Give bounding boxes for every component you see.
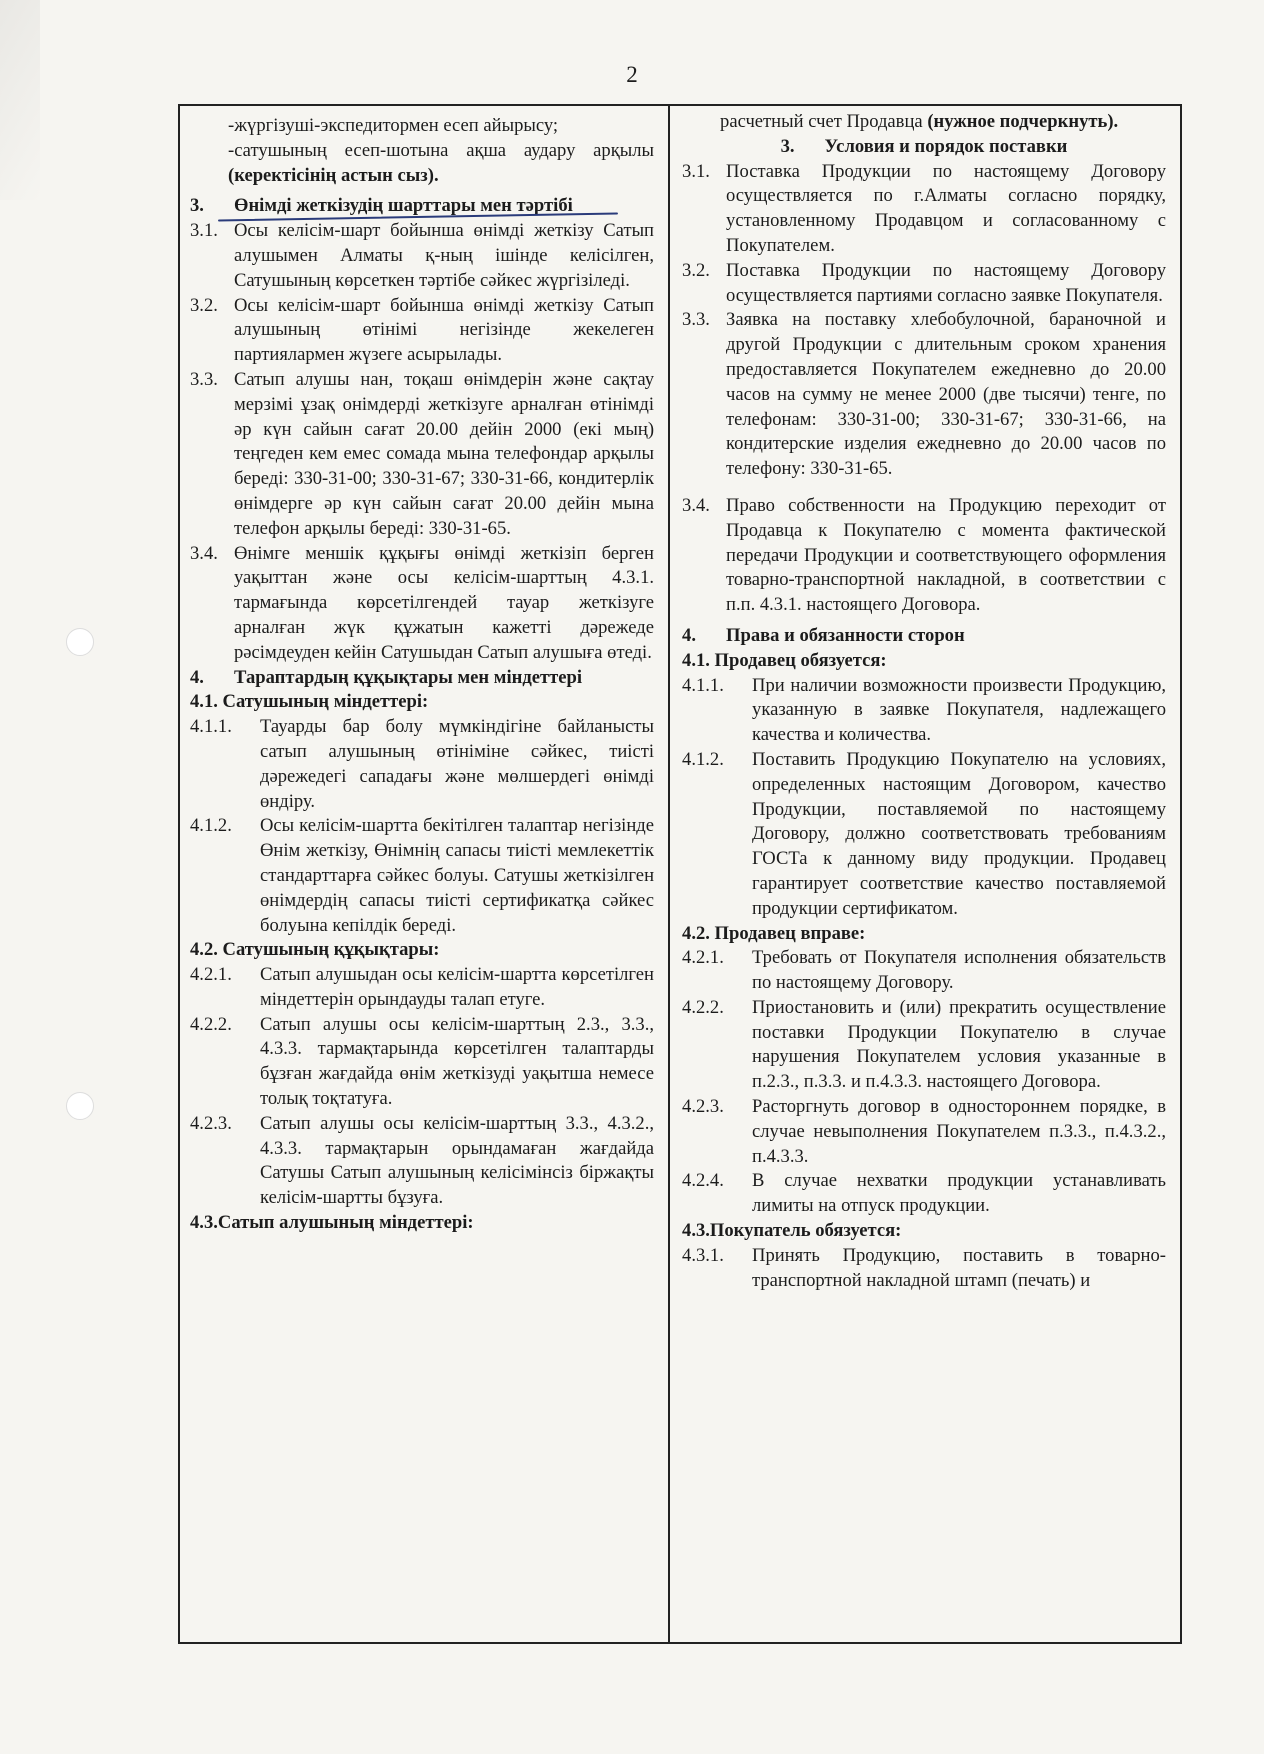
clause-number: 4.1.2. — [190, 815, 232, 837]
clause-number: 4.2.2. — [682, 996, 724, 1018]
folded-corner — [0, 0, 40, 200]
section-3-number: 3. — [190, 195, 204, 217]
clause-number: 4.2.3. — [682, 1096, 724, 1118]
page-number: 2 — [626, 62, 638, 87]
clause-text: В случае нехватки продукции устанавливать лимиты на отпуск продукции. — [752, 1170, 1166, 1217]
section-3-title: Условия и порядок поставки — [824, 135, 1068, 157]
clause-number: 4.1.1. — [682, 674, 724, 696]
clause-number: 3.4. — [682, 494, 710, 516]
bilingual-contract-table — [178, 104, 1182, 1644]
clause-number: 4.2.1. — [190, 964, 232, 986]
clause-3-1 — [682, 160, 1166, 259]
clause-4-1-2 — [190, 814, 654, 938]
clause-text: Осы келісім-шарт бойынша өнімді жеткізу Сатып алушының өтінімі негізінде жекелеген партиялармен жүзеге асырылады. — [234, 294, 655, 366]
clause-4-2-2 — [190, 1013, 654, 1112]
russian-column — [670, 106, 1180, 1642]
clause-text: Принять Продукцию, поставить в товарно-транспортной накладной штамп (печать) и — [752, 1244, 1166, 1291]
clause-number: 3.1. — [682, 160, 710, 182]
subsection-4-2-heading: 4.2. Продавец вправе: — [682, 922, 866, 944]
clause-4-2-3 — [190, 1112, 654, 1211]
section-3-number: 3. — [780, 135, 795, 157]
section-4-heading — [682, 624, 1166, 649]
clause-4-2-4 — [682, 1169, 1166, 1219]
clause-text: Осы келісім-шартта бекітілген талаптар негізінде Өнім жеткізу, Өнімнің сапасы тиісті мемлекеттік стандарттарға сәйкес болуы. Сатушы жеткізілген өнімдердің сапасы тиісті сертификатқа сәйкес болуына кепілдік береді. — [260, 815, 655, 936]
punch-hole-bottom — [66, 1092, 94, 1120]
payment-option-account-text: расчетный счет Продавца — [720, 111, 923, 132]
clause-number: 4.1.2. — [682, 748, 724, 770]
clause-4-2-2 — [682, 996, 1166, 1095]
clause-text: При наличии возможности произвести Продукцию, указанную в заявке Покупателя, надлежащего качества и количества. — [752, 674, 1166, 746]
clause-number: 3.1. — [190, 220, 218, 242]
clause-3-1 — [190, 219, 654, 293]
section-4-title: Права и обязанности сторон — [726, 624, 965, 646]
underline-note: (нужное подчеркнуть). — [927, 111, 1119, 132]
clause-text: Право собственности на Продукцию переходит от Продавца к Покупателю с момента фактической передачи Продукции и соответствующего оформления товарно-транспортной накладной, в соответствии с п.п. 4.3.1. настоящего Договора. — [726, 494, 1166, 616]
clause-text: Сатып алушыдан осы келісім-шартта көрсетілген міндеттерін орындауды талап етуге. — [260, 964, 655, 1010]
subsection-4-3-heading: 4.3.Покупатель обязуется: — [682, 1220, 902, 1242]
section-4-number: 4. — [682, 624, 696, 646]
clause-number: 3.4. — [190, 542, 218, 564]
section-4-title: Тараптардың құқықтары мен міндеттері — [234, 666, 583, 688]
clause-text: Расторгнуть договор в одностороннем порядке, в случае невыполнения Покупателем п.3.3., п.4.3.2., п.4.3.3. — [752, 1096, 1166, 1167]
clause-3-2 — [682, 259, 1166, 309]
clause-4-1-1 — [190, 715, 654, 814]
clause-text: Өнімге меншік құқығы өнімді жеткізіп берген уақыттан және осы келісім-шарттың 4.3.1. тармағында көрсетілгендей тауар жеткізуге арналған жүк құжатын кажетті дәрежеде рәсімдеуден кейін Сатушыдан Сатып алушыға өтеді. — [234, 542, 655, 663]
clause-3-4 — [190, 542, 654, 666]
clause-number: 4.3.1. — [682, 1244, 724, 1266]
clause-3-3 — [190, 368, 654, 542]
payment-option-account-text: -сатушының есеп-шотына ақша аудару арқылы — [228, 139, 655, 161]
clause-4-1-2 — [682, 748, 1166, 922]
clause-3-4 — [682, 494, 1166, 618]
clause-number: 3.3. — [682, 309, 710, 331]
clause-number: 4.2.1. — [682, 947, 724, 969]
payment-option-account — [190, 139, 654, 189]
clause-4-2-1 — [190, 963, 654, 1013]
clause-text: Поставка Продукции по настоящему Договору осуществляется партиями согласно заявке Покупателя. — [726, 259, 1166, 306]
clause-text: Требовать от Покупателя исполнения обязательств по настоящему Договору. — [752, 947, 1166, 994]
payment-option-account — [682, 110, 1166, 135]
section-4-heading — [190, 666, 654, 691]
clause-text: Тауарды бар болу мүмкіндігіне байланысты сатып алушының өтініміне сәйкес, тиісті дәрежедегі сападағы және мөлшердегі өнімді өндіру. — [260, 716, 655, 812]
clause-4-1-1 — [682, 674, 1166, 748]
clause-number: 3.2. — [190, 294, 218, 316]
subsection-4-1-heading: 4.1. Продавец обязуется: — [682, 649, 887, 671]
subsection-4-1-heading: 4.1. Сатушының міндеттері: — [190, 691, 429, 713]
clause-4-2-3 — [682, 1095, 1166, 1169]
clause-text: Сатып алушы осы келісім-шарттың 2.3., 3.3., 4.3.3. тармақтарында көрсетілген талаптарды бұзған жағдайда өнім жеткізуді уақытша немесе толық тоқтатуға. — [260, 1013, 655, 1110]
clause-text: Поставить Продукцию Покупателю на условиях, определенных настоящим Договором, качество Продукции, поставляемой по настоящему Договору, должно соответствовать требованиям ГОСТа к данному виду продукции. Продавец гарантирует соответствие качество поставляемой продукции сертификатом. — [752, 748, 1166, 919]
clause-3-3 — [682, 308, 1166, 482]
clause-number: 3.2. — [682, 259, 710, 281]
section-3-title: Өнімді жеткізудің шарттары мен тәртібі — [234, 195, 573, 217]
kazakh-column — [180, 106, 670, 1642]
clause-text: Сатып алушы осы келісім-шарттың 3.3., 4.3.2., 4.3.3. тармақтарын орындамаған жағдайда Сатушы Сатып алушының келісімінсіз біржақты келісім-шартты бұзуға. — [260, 1112, 655, 1209]
clause-text: Сатып алушы нан, тоқаш өнімдерін және сақтау мерзімі ұзақ онімдерді жеткізуге арналған өтінімді әр күн сайын сағат 20.00 дейін 2000 (екі мың) теңгеден кем емес сомада мына телефондар арқылы береді: 330-31-00; 330-31-67; 330-31-66, кондитерлік өнімдерге әр күн сайын сағат 20.00 дейін мына телефон арқылы береді: 330-31-65. — [234, 368, 655, 539]
clause-number: 4.2.2. — [190, 1013, 232, 1035]
subsection-4-2-heading: 4.2. Сатушының құқықтары: — [190, 939, 440, 961]
clause-text: Заявка на поставку хлебобулочной, бараночной и другой Продукции с длительным сроком хранения предоставляется Покупателем ежедневно до 20.00 часов на сумму не менее 2000 (две тысячи) тенге, по телефонам: 330-31-00; 330-31-67; 330-31-66, на кондитерские изделия ежедневно до 20.00 часов по телефону: 330-31-65. — [726, 309, 1166, 480]
clause-number: 4.1.1. — [190, 716, 232, 738]
clause-text: Поставка Продукции по настоящему Договору осуществляется по г.Алматы согласно порядку, установленному Продавцом и согласованному с Покупателем. — [726, 160, 1166, 256]
section-3-heading — [682, 135, 1166, 160]
clause-text: Осы келісім-шарт бойынша өнімді жеткізу Сатып алушымен Алматы қ-ның ішінде келісілген, Сатушының көрсеткен тәртібе сәйкес жүргізіледі. — [234, 220, 655, 291]
clause-number: 4.2.4. — [682, 1170, 724, 1192]
clause-3-2 — [190, 294, 654, 368]
clause-text: Приостановить и (или) прекратить осуществление поставки Продукции Покупателю в случае нарушения Покупателем условия указанные в п.2.3., п.3.3. и п.4.3.3. настоящего Договора. — [752, 996, 1166, 1093]
underline-note: (керектісінің астын сыз). — [228, 164, 439, 186]
clause-4-3-1 — [682, 1244, 1166, 1294]
section-4-number: 4. — [190, 666, 204, 688]
subsection-4-3-heading: 4.3.Сатып алушының міндеттері: — [190, 1212, 474, 1234]
punch-hole-top — [66, 628, 94, 656]
payment-option-driver: -жүргізуші-экспедитормен есеп айырысу; — [228, 115, 559, 136]
clause-number: 3.3. — [190, 368, 218, 390]
clause-4-2-1 — [682, 946, 1166, 996]
clause-number: 4.2.3. — [190, 1112, 232, 1134]
